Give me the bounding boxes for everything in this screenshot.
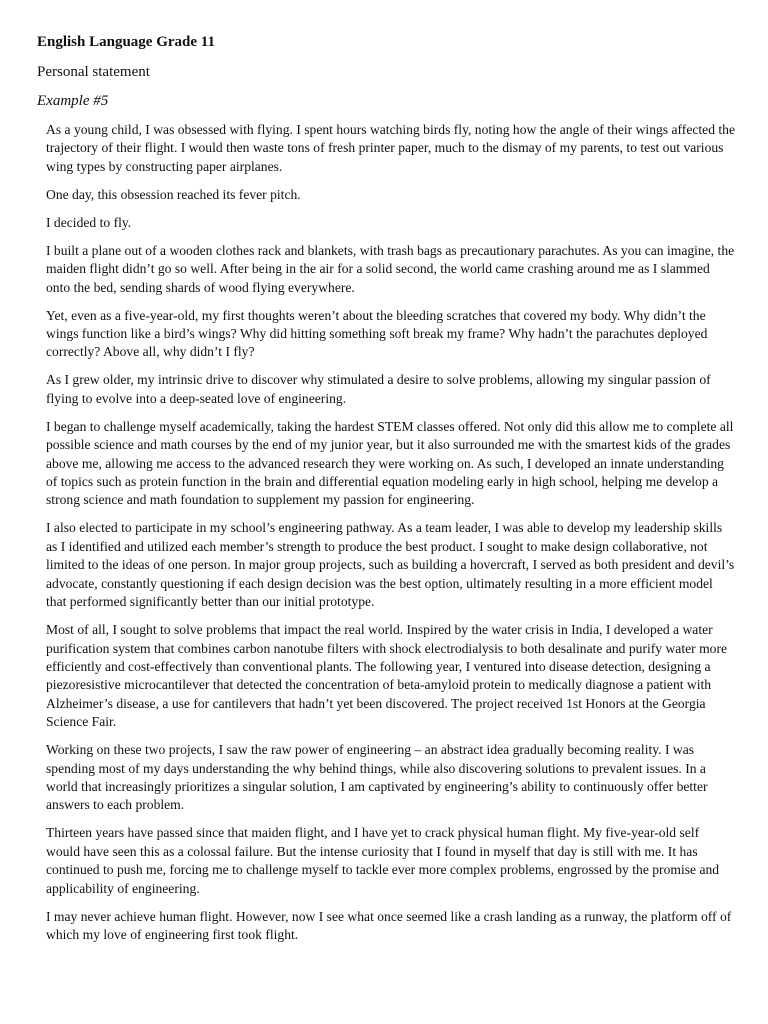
- essay-paragraph: I began to challenge myself academically, taking the hardest STEM classes offered. Not only did this allow me to complete all possible science and math courses by the end of my junior year, but it also surrounded me with the smartest kids of the grades above me, allowing me access to the advanced research they were working on. As such, I developed an innate understanding of topics such as protein function in the brain and differential equation modeling early in high school, helping me develop a strong science and math foundation to supplement my passion for engineering.: [46, 418, 734, 508]
- essay-paragraph: I built a plane out of a wooden clothes rack and blankets, with trash bags as precautionary parachutes. As you can imagine, the maiden flight didn’t go so well. After being in the air for a solid second, the world came crashing around me as I slammed onto the bed, sending shards of wood flying everywhere.: [46, 242, 735, 295]
- essay-paragraph: As I grew older, my intrinsic drive to discover why stimulated a desire to solve problems, allowing my singular passion of flying to evolve into a deep-seated love of engineering.: [46, 372, 711, 406]
- essay-paragraph: As a young child, I was obsessed with flying. I spent hours watching birds fly, noting how the angle of their wings affected the trajectory of their flight. I would then waste tons of fresh printer paper, much to the dismay of my parents, to test out various wing types by constructing paper airplanes.: [46, 122, 735, 174]
- essay-paragraph: Yet, even as a five-year-old, my first thoughts weren’t about the bleeding scratches that covered my body. Why didn’t the wings function like a bird’s wings? Why did hitting something soft break my frame? Why hadn’t the parachutes deployed correctly? Above all, why didn’t I fly?: [46, 307, 708, 360]
- essay-paragraph: I may never achieve human flight. However, now I see what once seemed like a crash landing as a runway, the platform off of which my love of engineering first took flight.: [46, 908, 732, 942]
- document-subtitle: Personal statement: [37, 64, 150, 80]
- essay-paragraph: Thirteen years have passed since that maiden flight, and I have yet to crack physical human flight. My five-year-old self would have seen this as a colossal failure. But the intense curiosity that I found in myself that day is still with me. It has continued to push me, forcing me to challenge myself to tackle ever more complex problems, engrossed by the promise and applicability of engineering.: [46, 825, 720, 896]
- essay-paragraph: Working on these two projects, I saw the raw power of engineering – an abstract idea gradually becoming reality. I was spending most of my days understanding the why behind things, while also discovering solutions to prevalent issues. In a world that increasingly prioritizes a singular solution, I am captivated by engineering’s ability to continuously offer better answers to each problem.: [46, 742, 708, 813]
- example-label: Example #5: [37, 93, 109, 109]
- essay-paragraph: Most of all, I sought to solve problems that impact the real world. Inspired by the water crisis in India, I developed a water purification system that combines carbon nanotube filters with shock electrodialysis to both desalinate and purify water more efficiently and cost-effectively than conventional plants. The following year, I ventured into disease detection, designing a piezoresistive microcantilever that detected the concentration of beta-amyloid protein to medically diagnose a patient with Alzheimer’s disease, a use for cantilevers that hadn’t yet been discovered. The project received 1st Honors at the Georgia Science Fair.: [46, 622, 728, 730]
- essay-paragraph: One day, this obsession reached its fever pitch.: [46, 186, 301, 202]
- essay-body: [46, 121, 736, 954]
- document-title: English Language Grade 11: [37, 34, 215, 50]
- essay-paragraph: I decided to fly.: [46, 214, 132, 230]
- essay-paragraph: I also elected to participate in my school’s engineering pathway. As a team leader, I was able to develop my leadership skills as I identified and utilized each member’s strength to produce the best product. I sought to make design collaborative, not limited to the ideas of one person. In major group projects, such as building a hovercraft, I served as both president and devil’s advocate, constantly questioning if each design decision was the best option, ultimately resulting in a more efficient model that performed significantly better than our initial prototype.: [46, 520, 735, 610]
